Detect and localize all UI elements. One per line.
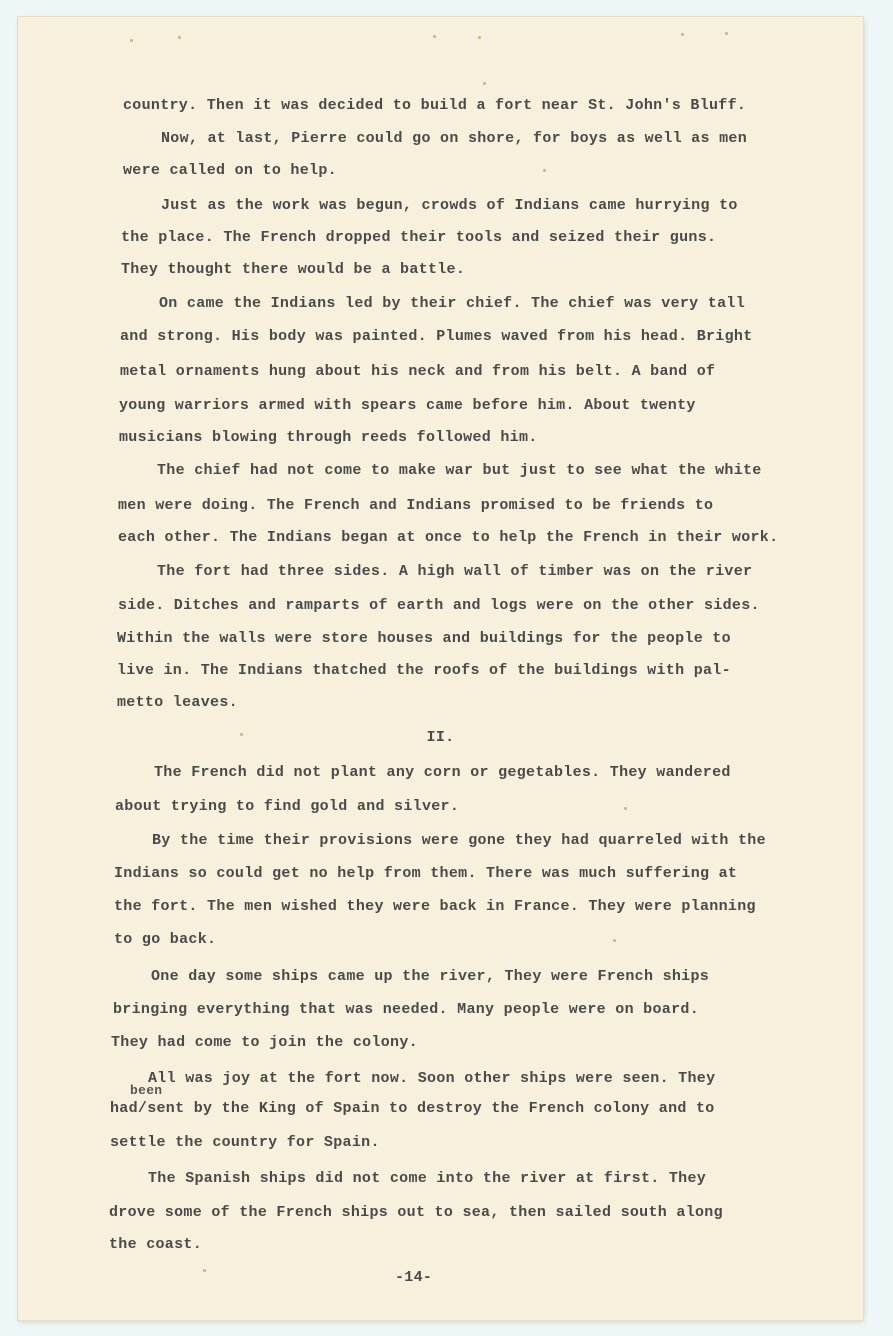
text-line: metal ornaments hung about his neck and from his belt. A band of xyxy=(120,363,716,380)
paper-speck xyxy=(478,36,481,39)
paper-speck xyxy=(483,82,486,85)
text-line: metto leaves. xyxy=(117,694,238,711)
handwritten-insertion: been xyxy=(130,1083,163,1098)
text-line: to go back. xyxy=(114,931,217,948)
page-number: -14- xyxy=(395,1269,433,1286)
text-line: were called on to help. xyxy=(123,162,337,179)
text-line: bringing everything that was needed. Many people were on board. xyxy=(113,1001,699,1018)
text-line: The Spanish ships did not come into the river at first. They xyxy=(148,1170,707,1187)
text-line: the fort. The men wished they were back in France. They were planning xyxy=(114,898,756,915)
text-line: young warriors armed with spears came before him. About twenty xyxy=(119,397,696,414)
paper-speck xyxy=(613,939,616,942)
text-line: and strong. His body was painted. Plumes waved from his head. Bright xyxy=(120,328,753,345)
document-page xyxy=(18,17,863,1320)
section-heading: II. xyxy=(426,729,455,746)
text-line: They had come to join the colony. xyxy=(111,1034,418,1051)
text-line: All was joy at the fort now. Soon other ships were seen. They xyxy=(148,1070,716,1087)
paper-speck xyxy=(203,1269,206,1272)
paper-speck xyxy=(681,33,684,36)
text-line: the place. The French dropped their tools and seized their guns. xyxy=(121,229,717,246)
paper-speck xyxy=(543,169,546,172)
paper-speck xyxy=(725,32,728,35)
text-line: By the time their provisions were gone they had quarreled with the xyxy=(152,832,766,849)
text-line: had/sent by the King of Spain to destroy the French colony and to xyxy=(110,1100,715,1117)
text-line: One day some ships came up the river, They were French ships xyxy=(151,968,710,985)
text-line: Within the walls were store houses and buildings for the people to xyxy=(117,630,731,647)
paper-speck xyxy=(433,35,436,38)
typed-text xyxy=(18,17,863,1320)
text-line: The French did not plant any corn or gegetables. They wandered xyxy=(154,764,731,781)
text-line: live in. The Indians thatched the roofs of the buildings with pal- xyxy=(117,662,731,679)
text-line: They thought there would be a battle. xyxy=(121,261,466,278)
text-line: Indians so could get no help from them. There was much suffering at xyxy=(114,865,738,882)
text-line: drove some of the French ships out to sea, then sailed south along xyxy=(109,1204,723,1221)
text-line: each other. The Indians began at once to help the French in their work. xyxy=(118,529,779,546)
text-line: side. Ditches and ramparts of earth and logs were on the other sides. xyxy=(118,597,760,614)
text-line: musicians blowing through reeds followed him. xyxy=(119,429,538,446)
paper-speck xyxy=(178,36,181,39)
text-line: The chief had not come to make war but just to see what the white xyxy=(157,462,762,479)
paper-speck xyxy=(624,807,627,810)
text-line: The fort had three sides. A high wall of timber was on the river xyxy=(157,563,753,580)
text-line: On came the Indians led by their chief. The chief was very tall xyxy=(159,295,745,312)
text-line: Now, at last, Pierre could go on shore, for boys as well as men xyxy=(161,130,747,147)
text-line: Just as the work was begun, crowds of Indians came hurrying to xyxy=(161,197,738,214)
text-line: men were doing. The French and Indians promised to be friends to xyxy=(118,497,714,514)
paper-speck xyxy=(240,733,243,736)
paper-speck xyxy=(130,39,133,42)
text-line: the coast. xyxy=(109,1236,203,1253)
text-line: about trying to find gold and silver. xyxy=(115,798,460,815)
text-line: country. Then it was decided to build a fort near St. John's Bluff. xyxy=(123,97,747,114)
text-line: settle the country for Spain. xyxy=(110,1134,380,1151)
